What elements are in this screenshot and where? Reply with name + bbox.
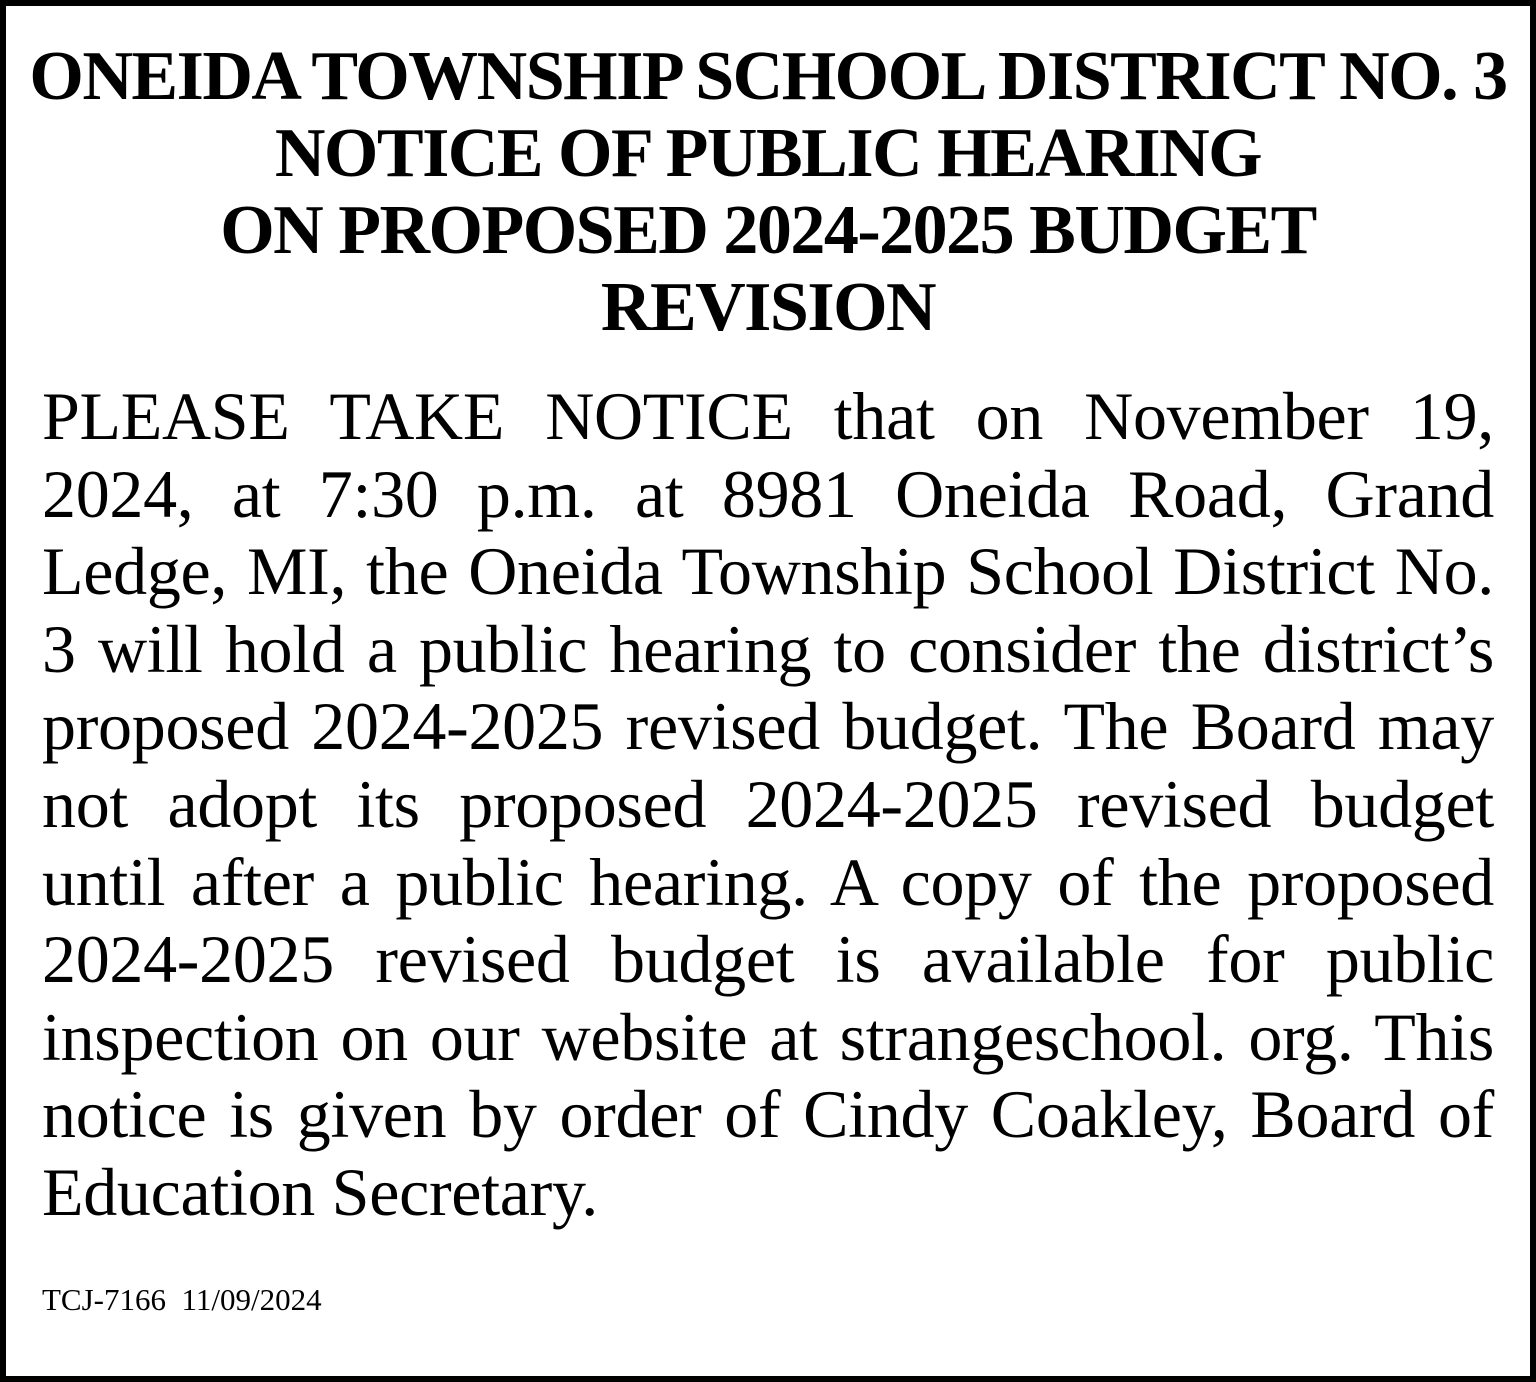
title-line-district: ONEIDA TOWNSHIP SCHOOL DISTRICT NO. 3 bbox=[29, 38, 1507, 115]
notice-body: PLEASE TAKE NOTICE that on November 19, 2024, at 7:30 p.m. at 8981 Oneida Road, Grand Ledge, MI, the Oneida Township School District No. 3 will hold a public hearing to consider the district’s proposed 2024-2025 revised budget. The Board may not adopt its proposed 2024-2025 revised budget until after a public hearing. A copy of the proposed 2024-2025 revised budget is available for public inspection on our website at strangeschool. org. This notice is given by order of Cindy Coakley, Board of Education Secretary. bbox=[42, 378, 1494, 1230]
footer-reference: TCJ-7166 bbox=[42, 1282, 166, 1317]
title-line-budget: ON PROPOSED 2024-2025 BUDGET bbox=[220, 192, 1316, 269]
title-line-notice: NOTICE OF PUBLIC HEARING bbox=[274, 115, 1262, 192]
notice-title bbox=[26, 38, 1510, 346]
footer-date: 11/09/2024 bbox=[181, 1282, 322, 1317]
notice-footer bbox=[42, 1282, 322, 1318]
title-line-revision: REVISION bbox=[600, 269, 936, 346]
